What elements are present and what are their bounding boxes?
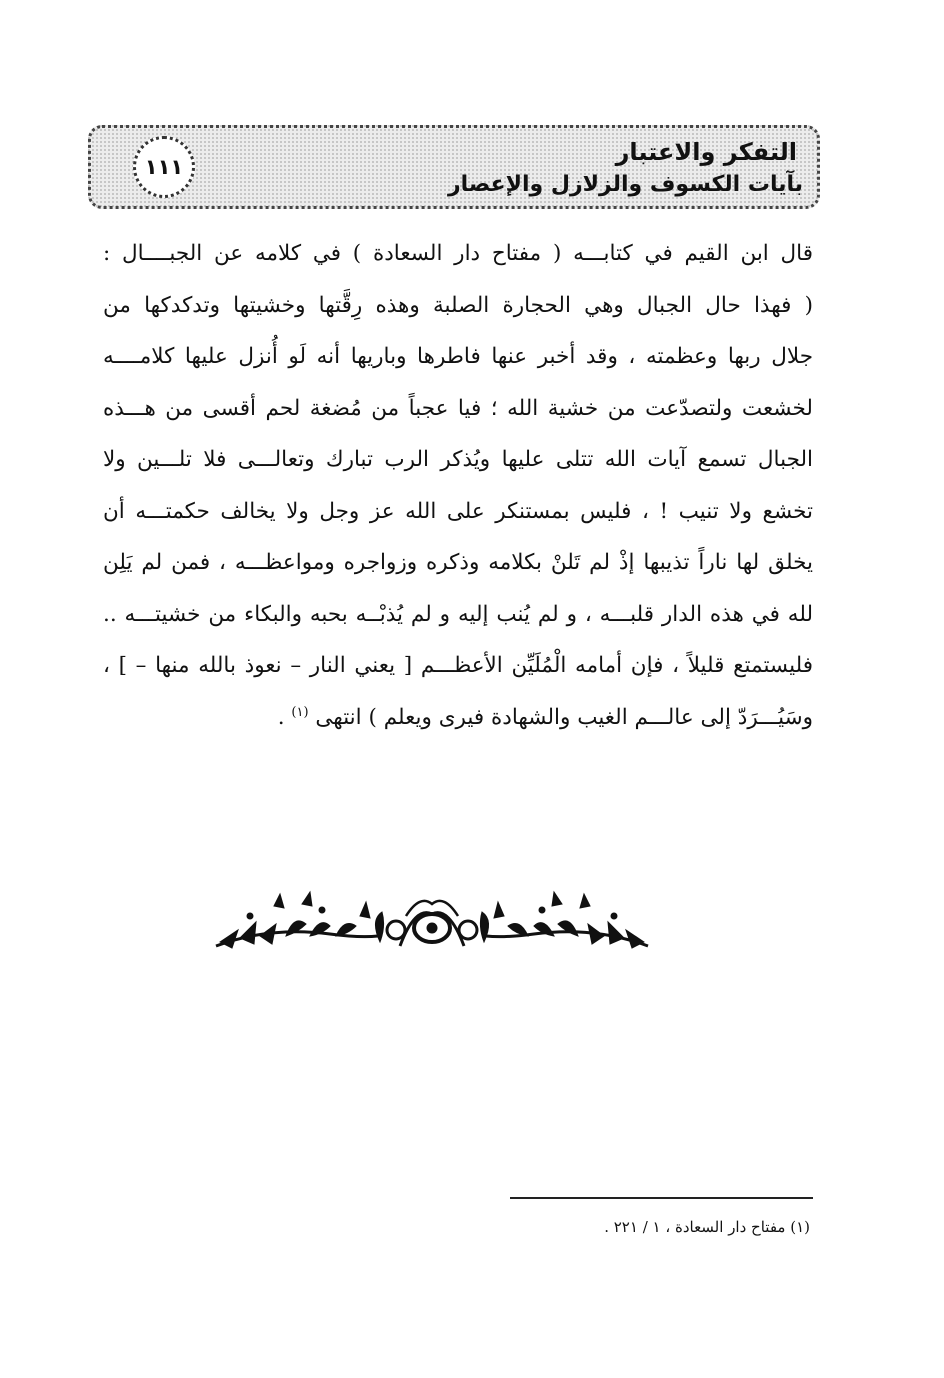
running-header <box>88 125 820 209</box>
floral-ornament-divider <box>210 886 654 964</box>
header-title: التفكر والاعتبار <box>615 138 797 166</box>
text-line-content: وسَيُـــرَدّ إلى عالـــم الغيب والشهادة فيرى ويعلم ) انتهى <box>315 704 813 730</box>
text-line: الجبال تسمع آيات الله تتلى عليها ويُذكر الرب تبارك وتعالـــى فلا تلـــين ولا <box>103 447 813 472</box>
footnote-marker: (١) <box>291 704 309 720</box>
text-line: يخلق لها ناراً تذيبها إذْ لم تَلنْ بكلامه وذكره وزواجره ومواعظـــه ، فمن لم يَلِن <box>103 550 813 575</box>
page-number: ١١١ <box>144 155 184 179</box>
closing-period: . <box>277 704 285 730</box>
text-line: تخشع ولا تنيب ! ، فليس بمستنكر على الله عز وجل ولا يخالف حكمتـــه أن <box>103 498 813 524</box>
text-line: فليستمتع قليلاً ، فإن أمامه الْمُلَيِّن الأعظـــم [ يعني النار – نعوذ بالله منها – ] ، <box>103 653 813 678</box>
footnote: (١) مفتاح دار السعادة ، ١ / ٢٢١ . <box>604 1218 810 1236</box>
text-line: لخشعت ولتصدّعت من خشية الله ؛ فيا عجباً من مُضغة لحم أقسى من هـــذه <box>103 395 813 421</box>
header-subtitle: بآيات الكسوف والزلازل والإعصار <box>448 172 803 197</box>
text-line: لله في هذه الدار قلبـــه ، و لم يُنب إليه و لم يُذبْــه بحبه والبكاء من خشيتـــه .. <box>103 601 813 627</box>
text-line: ( فهذا حال الجبال وهي الحجارة الصلبة وهذه رِقَّتها وخشيتها وتدكدكها من <box>103 292 813 318</box>
main-text <box>103 228 813 743</box>
text-line-last <box>103 692 813 744</box>
text-line: قال ابن القيم في كتابـــه ( مفتاح دار السعادة ) في كلامه عن الجبــــال : <box>103 241 813 266</box>
text-line: جلال ربها وعظمته ، وقد أخبر عنها فاطرها وباريها أنه لَو أُنزل عليها كلامــــه <box>103 344 813 369</box>
footnote-separator <box>510 1197 813 1199</box>
page-number-badge <box>133 136 195 198</box>
